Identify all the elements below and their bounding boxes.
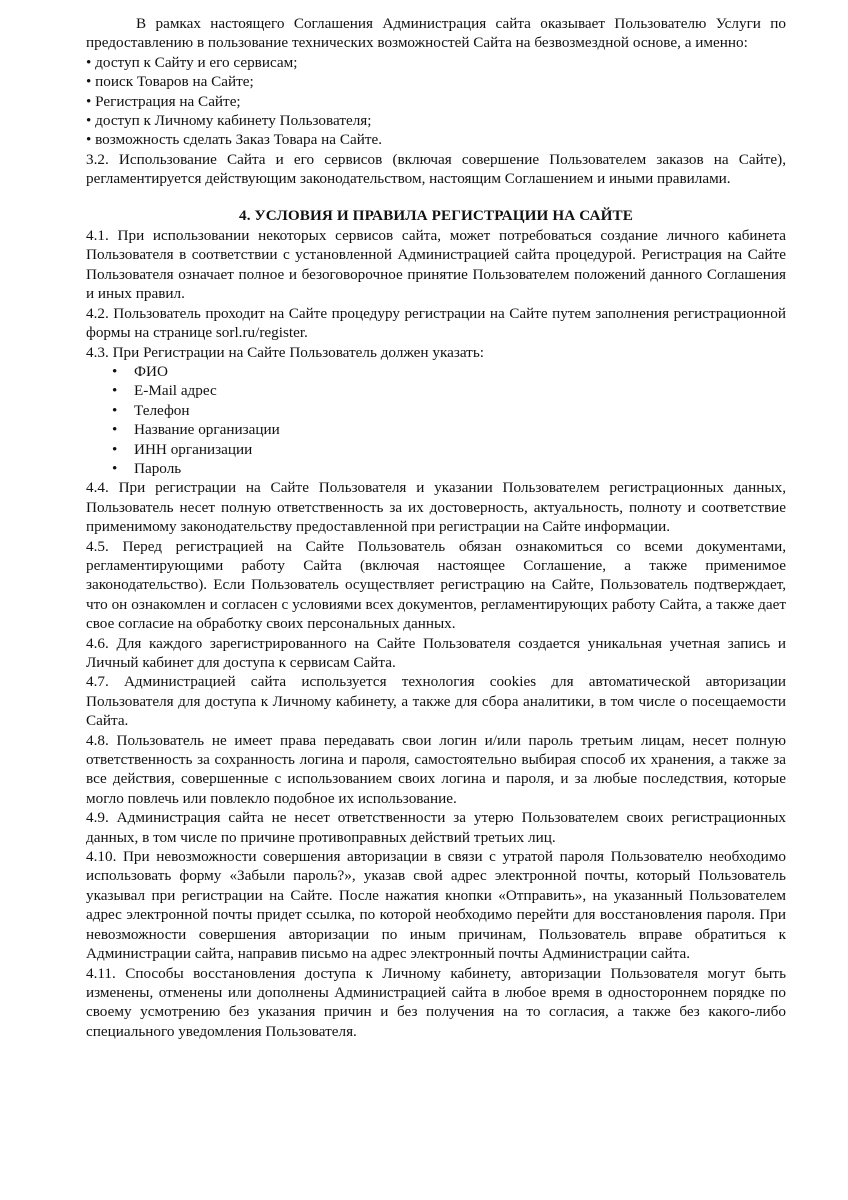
clause-4-9: 4.9. Администрация сайта не несет ответственности за утерю Пользователем своих регистрационных данных, в том числе по причине противоправных действий третьих лиц.: [86, 809, 786, 846]
service-item: • доступ к Сайту и его сервисам;: [86, 53, 298, 71]
services-list: [86, 53, 786, 150]
clause-3-2: 3.2. Использование Сайта и его сервисов (включая совершение Пользователем заказов на Сайте), регламентируется действующим законодательством, настоящим Соглашением и иными правилами.: [86, 150, 786, 188]
section-4-title: 4. УСЛОВИЯ И ПРАВИЛА РЕГИСТРАЦИИ НА САЙТЕ: [239, 206, 633, 224]
registration-fields-list: [86, 362, 786, 478]
service-item: • поиск Товаров на Сайте;: [86, 73, 254, 91]
clause-4-8: 4.8. Пользователь не имеет права передавать свои логин и/или пароль третьим лицам, несет полную ответственность за сохранность логина и пароля, самостоятельно выбирая способ их хранения, а также за все действия, совершенные с использованием своих логина и пароля, и за любые последствия, которые могло повлечь или повлекло подобное их использование.: [86, 731, 786, 807]
registration-field-item: • ФИО: [134, 362, 786, 381]
registration-field-item: • Телефон: [134, 401, 786, 420]
registration-field-item: • ИНН организации: [134, 440, 786, 459]
registration-field-item: • E-Mail адрес: [134, 381, 786, 400]
clause-4-11: 4.11. Способы восстановления доступа к Личному кабинету, авторизации Пользователя могут быть изменены, отменены или дополнены Администрацией сайта в любое время в одностороннем порядке по своему усмотрению без указания причин и без получения на то согласия, а также без какого-либо специального уведомления Пользователя.: [86, 964, 786, 1040]
clause-4-7: 4.7. Администрацией сайта используется технология cookies для автоматической авторизации Пользователя для доступа к Личному кабинету, а также для сбора аналитики, в том числе о посещаемости Сайта.: [86, 673, 786, 730]
service-item: • доступ к Личному кабинету Пользователя;: [86, 112, 372, 130]
registration-field-item: • Пароль: [134, 459, 786, 478]
clause-4-4: 4.4. При регистрации на Сайте Пользователя и указании Пользователем регистрационных данных, Пользователь несет полную ответственность за их достоверность, актуальность, полноту и соответствие применимому законодательству предоставленной при регистрации на Сайте информации.: [86, 479, 786, 536]
clause-4-1: 4.1. При использовании некоторых сервисов сайта, может потребоваться создание личного кабинета Пользователя в соответствии с установленной Администрацией сайта процедурой. Регистрация на Сайте Пользователя означает полное и безоговорочное принятие Пользователем положений данного Соглашения и иных правил.: [86, 227, 786, 303]
service-item: • Регистрация на Сайте;: [86, 92, 241, 110]
clause-4-5: 4.5. Перед регистрацией на Сайте Пользователь обязан ознакомиться со всеми документами, регламентирующими работу Сайта (включая настоящее Соглашение, а также применимое законодательство). Если Пользователь осуществляет регистрацию на Сайте, Пользователь подтверждает, что он ознакомлен и согласен с условиями всех документов, регламентирующих работу Сайта, а также дает свое согласие на обработку своих персональных данных.: [86, 537, 786, 633]
clause-4-6: 4.6. Для каждого зарегистрированного на Сайте Пользователя создается уникальная учетная запись и Личный кабинет для доступа к сервисам Сайта.: [86, 634, 786, 671]
registration-field-item: • Название организации: [134, 420, 786, 439]
intro-paragraph: В рамках настоящего Соглашения Администрация сайта оказывает Пользователю Услуги по предоставлению в пользование технических возможностей Сайта на безвозмездной основе, а именно:: [86, 15, 786, 52]
clause-4-3: 4.3. При Регистрации на Сайте Пользователь должен указать:: [86, 343, 484, 361]
clause-4-10: 4.10. При невозможности совершения авторизации в связи с утратой пароля Пользователю необходимо использовать форму «Забыли пароль?», указав свой адрес электронной почты, который Пользователь указывал при регистрации на Сайте. После нажатия кнопки «Отправить», на указанный Пользователем адрес электронной почты придет ссылка, по которой необходимо перейти для восстановления пароля. При невозможности совершения авторизации по иным причинам, Пользователь вправе обратиться к Администрации сайта, направив письмо на адрес электронный почты Администрации сайта.: [86, 848, 786, 963]
service-item: • возможность сделать Заказ Товара на Сайте.: [86, 131, 383, 149]
clause-4-2: 4.2. Пользователь проходит на Сайте процедуру регистрации на Сайте путем заполнения регистрационной формы на странице sorl.ru/register.: [86, 304, 786, 342]
